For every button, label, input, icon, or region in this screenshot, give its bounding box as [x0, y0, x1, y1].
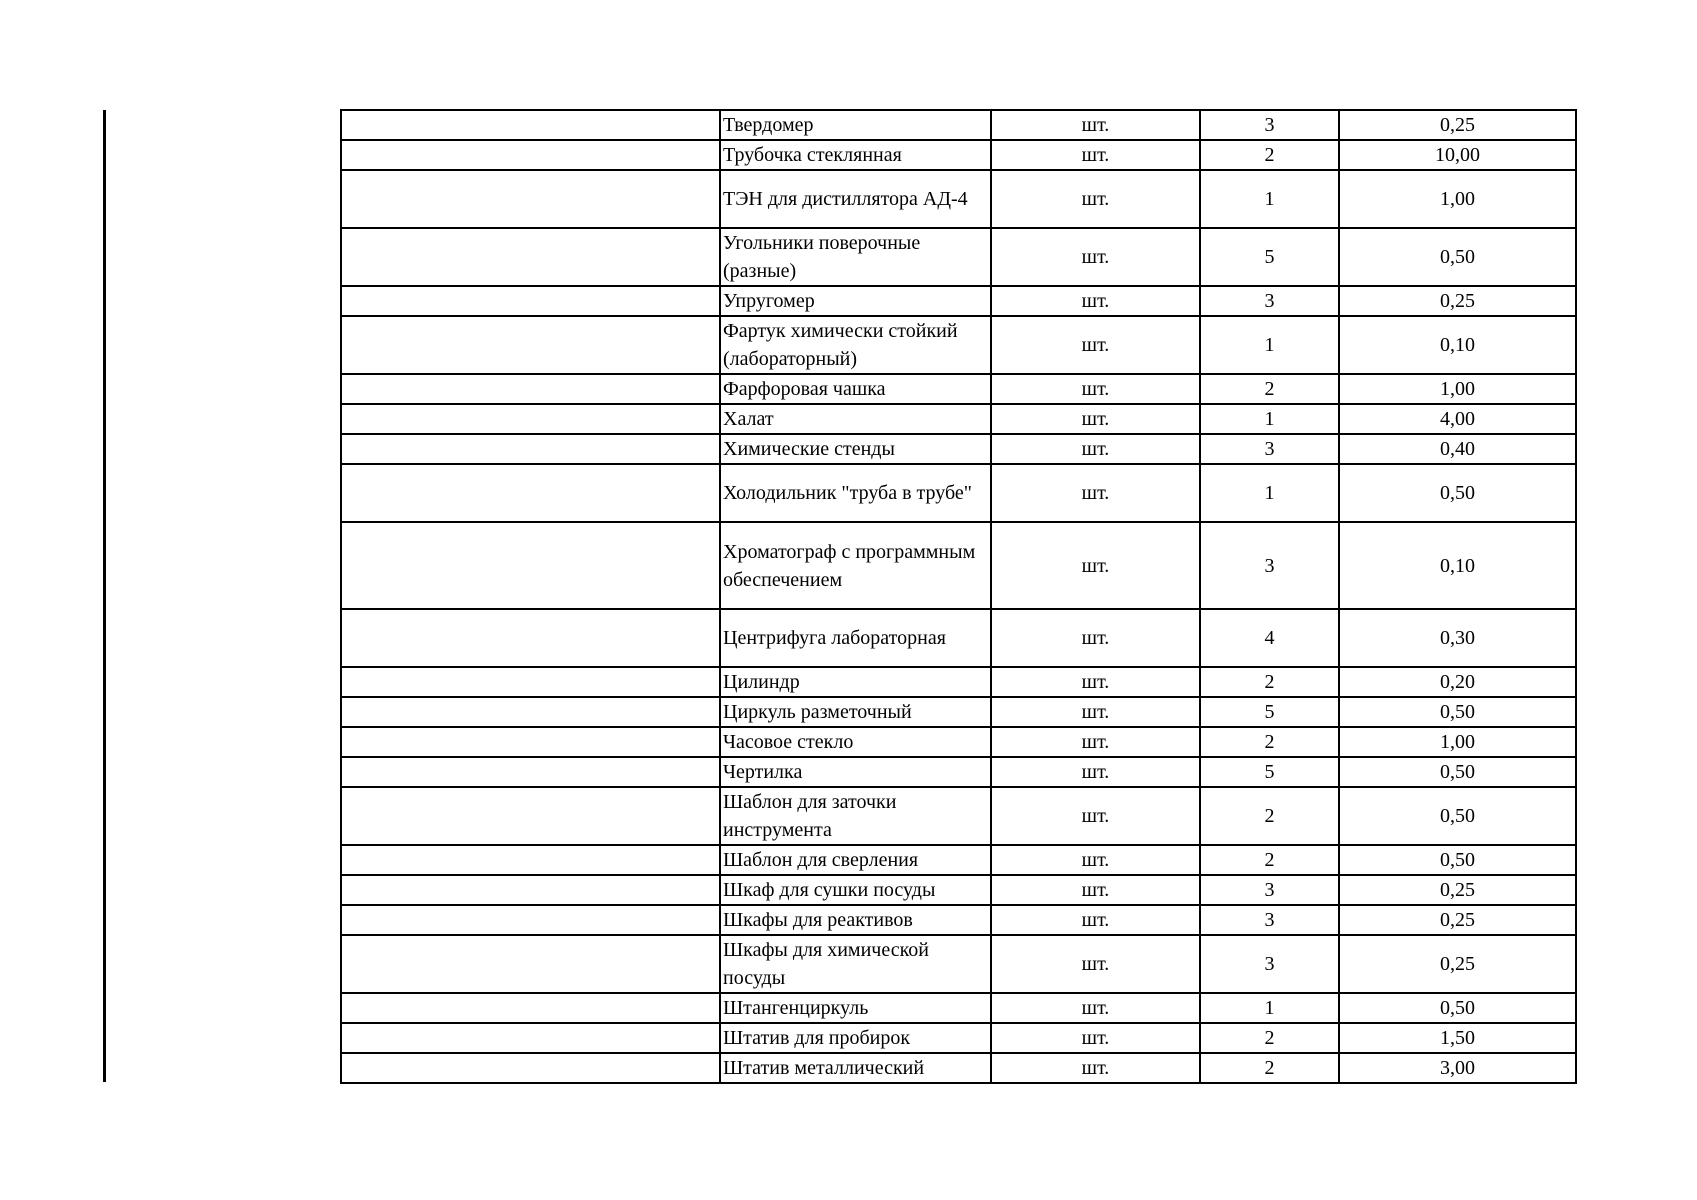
- value-cell: 0,25: [1339, 110, 1576, 140]
- table-row: [341, 1053, 1576, 1083]
- unit-cell: шт.: [991, 110, 1200, 140]
- value-cell: 0,50: [1339, 787, 1576, 845]
- table-row: [341, 1023, 1576, 1053]
- empty-cell: [341, 286, 720, 316]
- item-name-cell: Твердомер: [720, 110, 991, 140]
- item-name-cell: Штатив металлический: [720, 1053, 991, 1083]
- unit-cell: шт.: [991, 905, 1200, 935]
- value-cell: 0,50: [1339, 993, 1576, 1023]
- unit-cell: шт.: [991, 667, 1200, 697]
- table-row: [341, 609, 1576, 667]
- unit-cell: шт.: [991, 993, 1200, 1023]
- quantity-cell: 1: [1200, 170, 1339, 228]
- table-row: [341, 110, 1576, 140]
- equipment-table: [340, 109, 1577, 1084]
- unit-cell: шт.: [991, 228, 1200, 286]
- item-name-cell: Фарфоровая чашка: [720, 374, 991, 404]
- empty-cell: [341, 935, 720, 993]
- empty-cell: [341, 140, 720, 170]
- item-name-cell: Холодильник "труба в трубе": [720, 464, 991, 522]
- item-name-cell: ТЭН для дистиллятора АД-4: [720, 170, 991, 228]
- quantity-cell: 2: [1200, 787, 1339, 845]
- quantity-cell: 2: [1200, 140, 1339, 170]
- equipment-table-body: [341, 110, 1576, 1083]
- item-name-cell: Хроматограф с программным обеспечением: [720, 522, 991, 609]
- value-cell: 0,25: [1339, 286, 1576, 316]
- item-name-cell: Шкафы для реактивов: [720, 905, 991, 935]
- table-row: [341, 140, 1576, 170]
- value-cell: 0,50: [1339, 464, 1576, 522]
- unit-cell: шт.: [991, 404, 1200, 434]
- value-cell: 0,10: [1339, 522, 1576, 609]
- item-name-cell: Угольники поверочные (разные): [720, 228, 991, 286]
- table-row: [341, 875, 1576, 905]
- unit-cell: шт.: [991, 727, 1200, 757]
- table-row: [341, 228, 1576, 286]
- empty-cell: [341, 110, 720, 140]
- empty-cell: [341, 404, 720, 434]
- empty-cell: [341, 845, 720, 875]
- empty-cell: [341, 228, 720, 286]
- quantity-cell: 1: [1200, 316, 1339, 374]
- empty-cell: [341, 787, 720, 845]
- item-name-cell: Циркуль разметочный: [720, 697, 991, 727]
- value-cell: 0,25: [1339, 875, 1576, 905]
- unit-cell: шт.: [991, 140, 1200, 170]
- empty-cell: [341, 170, 720, 228]
- item-name-cell: Чертилка: [720, 757, 991, 787]
- unit-cell: шт.: [991, 935, 1200, 993]
- quantity-cell: 1: [1200, 993, 1339, 1023]
- value-cell: 1,00: [1339, 727, 1576, 757]
- empty-cell: [341, 875, 720, 905]
- unit-cell: шт.: [991, 1053, 1200, 1083]
- table-row: [341, 316, 1576, 374]
- empty-cell: [341, 1053, 720, 1083]
- table-row: [341, 667, 1576, 697]
- table-row: [341, 170, 1576, 228]
- item-name-cell: Шаблон для сверления: [720, 845, 991, 875]
- unit-cell: шт.: [991, 374, 1200, 404]
- unit-cell: шт.: [991, 609, 1200, 667]
- item-name-cell: Фартук химически стойкий (лабораторный): [720, 316, 991, 374]
- item-name-cell: Шкаф для сушки посуды: [720, 875, 991, 905]
- empty-cell: [341, 727, 720, 757]
- unit-cell: шт.: [991, 464, 1200, 522]
- empty-cell: [341, 522, 720, 609]
- quantity-cell: 2: [1200, 667, 1339, 697]
- table-row: [341, 434, 1576, 464]
- table-row: [341, 935, 1576, 993]
- table-row: [341, 905, 1576, 935]
- table-row: [341, 374, 1576, 404]
- empty-cell: [341, 464, 720, 522]
- quantity-cell: 2: [1200, 1053, 1339, 1083]
- empty-cell: [341, 316, 720, 374]
- quantity-cell: 3: [1200, 522, 1339, 609]
- empty-cell: [341, 757, 720, 787]
- value-cell: 0,25: [1339, 905, 1576, 935]
- table-row: [341, 697, 1576, 727]
- unit-cell: шт.: [991, 170, 1200, 228]
- value-cell: 0,30: [1339, 609, 1576, 667]
- unit-cell: шт.: [991, 697, 1200, 727]
- unit-cell: шт.: [991, 787, 1200, 845]
- value-cell: 1,50: [1339, 1023, 1576, 1053]
- value-cell: 0,50: [1339, 845, 1576, 875]
- value-cell: 4,00: [1339, 404, 1576, 434]
- quantity-cell: 3: [1200, 905, 1339, 935]
- empty-cell: [341, 905, 720, 935]
- item-name-cell: Цилиндр: [720, 667, 991, 697]
- quantity-cell: 5: [1200, 228, 1339, 286]
- empty-cell: [341, 609, 720, 667]
- value-cell: 0,50: [1339, 697, 1576, 727]
- unit-cell: шт.: [991, 1023, 1200, 1053]
- item-name-cell: Часовое стекло: [720, 727, 991, 757]
- page-margin-line: [103, 110, 106, 1082]
- value-cell: 1,00: [1339, 374, 1576, 404]
- quantity-cell: 3: [1200, 110, 1339, 140]
- quantity-cell: 2: [1200, 727, 1339, 757]
- value-cell: 10,00: [1339, 140, 1576, 170]
- unit-cell: шт.: [991, 845, 1200, 875]
- table-row: [341, 404, 1576, 434]
- quantity-cell: 4: [1200, 609, 1339, 667]
- value-cell: 0,50: [1339, 228, 1576, 286]
- quantity-cell: 1: [1200, 464, 1339, 522]
- unit-cell: шт.: [991, 434, 1200, 464]
- item-name-cell: Трубочка стеклянная: [720, 140, 991, 170]
- quantity-cell: 5: [1200, 757, 1339, 787]
- value-cell: 0,25: [1339, 935, 1576, 993]
- value-cell: 0,20: [1339, 667, 1576, 697]
- table-row: [341, 286, 1576, 316]
- quantity-cell: 3: [1200, 935, 1339, 993]
- empty-cell: [341, 993, 720, 1023]
- empty-cell: [341, 697, 720, 727]
- value-cell: 0,10: [1339, 316, 1576, 374]
- quantity-cell: 3: [1200, 286, 1339, 316]
- empty-cell: [341, 667, 720, 697]
- empty-cell: [341, 1023, 720, 1053]
- empty-cell: [341, 434, 720, 464]
- item-name-cell: Упругомер: [720, 286, 991, 316]
- item-name-cell: Химические стенды: [720, 434, 991, 464]
- quantity-cell: 2: [1200, 845, 1339, 875]
- quantity-cell: 2: [1200, 374, 1339, 404]
- item-name-cell: Шкафы для химической посуды: [720, 935, 991, 993]
- value-cell: 1,00: [1339, 170, 1576, 228]
- quantity-cell: 1: [1200, 404, 1339, 434]
- unit-cell: шт.: [991, 522, 1200, 609]
- unit-cell: шт.: [991, 316, 1200, 374]
- item-name-cell: Шаблон для заточки инструмента: [720, 787, 991, 845]
- value-cell: 0,40: [1339, 434, 1576, 464]
- table-row: [341, 757, 1576, 787]
- quantity-cell: 5: [1200, 697, 1339, 727]
- table-row: [341, 522, 1576, 609]
- item-name-cell: Центрифуга лабораторная: [720, 609, 991, 667]
- item-name-cell: Штатив для пробирок: [720, 1023, 991, 1053]
- value-cell: 3,00: [1339, 1053, 1576, 1083]
- value-cell: 0,50: [1339, 757, 1576, 787]
- table-row: [341, 727, 1576, 757]
- quantity-cell: 3: [1200, 875, 1339, 905]
- table-row: [341, 993, 1576, 1023]
- table-row: [341, 464, 1576, 522]
- quantity-cell: 2: [1200, 1023, 1339, 1053]
- item-name-cell: Халат: [720, 404, 991, 434]
- quantity-cell: 3: [1200, 434, 1339, 464]
- empty-cell: [341, 374, 720, 404]
- unit-cell: шт.: [991, 757, 1200, 787]
- unit-cell: шт.: [991, 286, 1200, 316]
- item-name-cell: Штангенциркуль: [720, 993, 991, 1023]
- unit-cell: шт.: [991, 875, 1200, 905]
- table-row: [341, 787, 1576, 845]
- table-row: [341, 845, 1576, 875]
